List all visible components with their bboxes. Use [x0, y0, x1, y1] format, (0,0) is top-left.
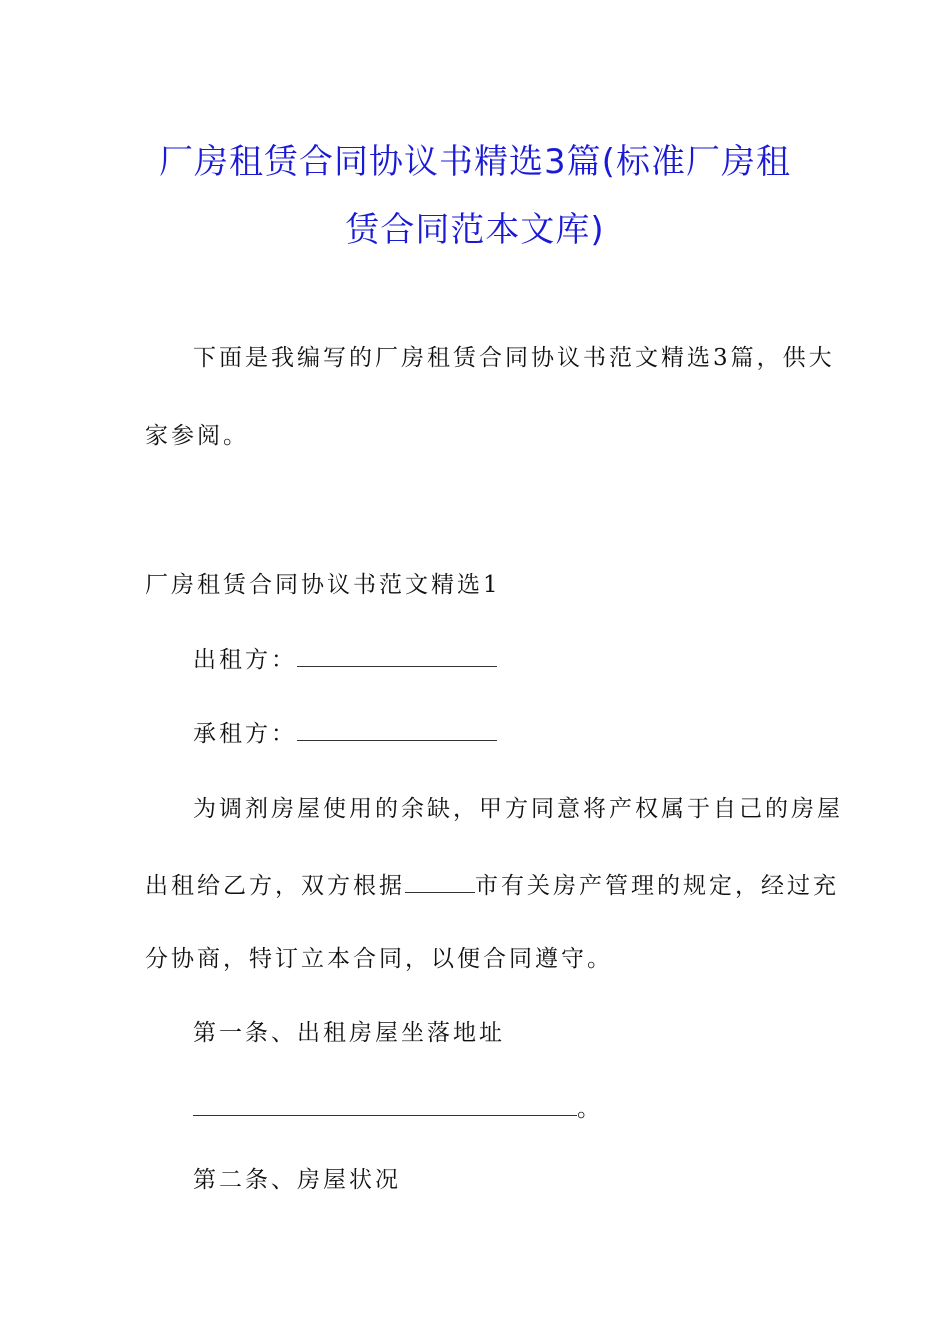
lessee-row: [193, 718, 497, 749]
address-blank-field: [193, 1093, 577, 1116]
section-heading: 厂房租赁合同协议书范文精选1: [145, 572, 501, 598]
lessee-label: 承租方：: [193, 721, 297, 747]
paragraph-1-line-2-start: 出租给乙方，双方根据: [145, 873, 405, 899]
article-1-address-row: [193, 1093, 603, 1124]
paragraph-1-line-3: 分协商，特订立本合同，以便合同遵守。: [145, 946, 613, 972]
lessor-row: [193, 644, 497, 675]
article-2-heading: 第二条、房屋状况: [193, 1167, 401, 1193]
intro-paragraph-line-1: 下面是我编写的厂房租赁合同协议书范文精选3篇，供大: [193, 345, 835, 371]
document-title-line-2: 赁合同范本文库): [345, 210, 605, 250]
address-end-punctuation: 。: [577, 1096, 603, 1122]
article-1-heading: 第一条、出租房屋坐落地址: [193, 1020, 505, 1046]
paragraph-1-line-1: 为调剂房屋使用的余缺，甲方同意将产权属于自己的房屋: [193, 796, 843, 822]
document-title-line-1: 厂房租赁合同协议书精选3篇(标准厂房租: [159, 142, 791, 182]
city-blank-field: [405, 870, 475, 893]
paragraph-1-line-2: [145, 870, 839, 901]
lessor-label: 出租方：: [193, 647, 297, 673]
lessee-blank-field: [297, 718, 497, 741]
paragraph-1-line-2-end: 市有关房产管理的规定，经过充: [475, 873, 839, 899]
intro-paragraph-line-2: 家参阅。: [145, 423, 249, 449]
lessor-blank-field: [297, 644, 497, 667]
